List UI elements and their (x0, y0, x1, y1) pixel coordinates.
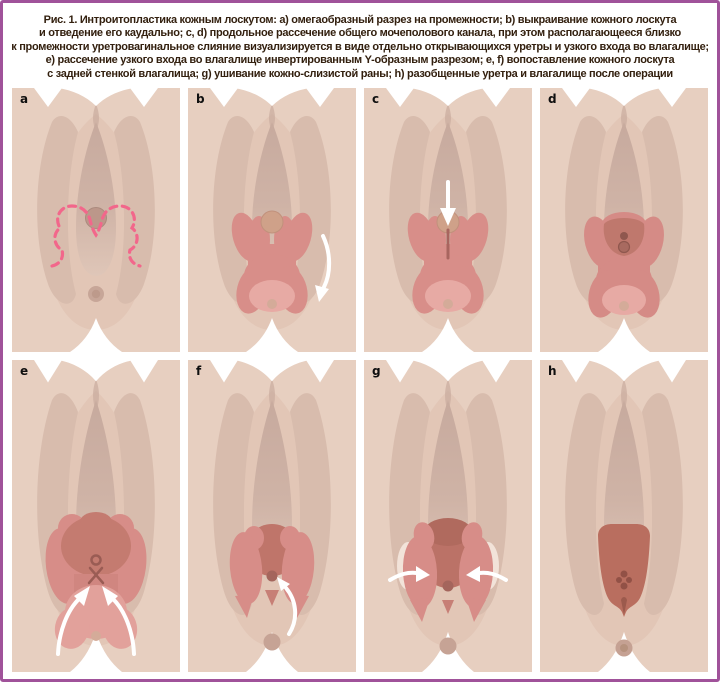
caption-line: e) рассечение узкого входа во влагалище инвертированным Y-образным разрезом; e, f) вопоставление кожного лоскута (45, 54, 675, 67)
panel-e-illustration (12, 360, 180, 672)
panel-label-f: f (196, 364, 202, 379)
panel-grid (10, 88, 710, 672)
panel-label-c: c (372, 92, 380, 107)
panel-b (188, 88, 356, 352)
panel-e (12, 360, 180, 672)
panel-label-g: g (372, 364, 381, 379)
panel-a (12, 88, 180, 352)
anus (267, 299, 277, 309)
anus (91, 631, 101, 641)
caption-line: Рис. 1. Интроитопластика кожным лоскутом: a) омегаобразный разрез на промежности; b) выкраивание кожного лоскута (43, 14, 677, 26)
panel-label-e: e (20, 364, 29, 379)
figure-caption (10, 14, 710, 81)
panel-f-illustration (188, 360, 356, 672)
panel-c-illustration (364, 88, 532, 352)
perineum-base (540, 360, 708, 672)
panel-c (364, 88, 532, 352)
urethral-opening (261, 211, 283, 233)
vaginal-opening (619, 242, 630, 253)
urethra-opening (620, 232, 628, 240)
panel-h-illustration (540, 360, 708, 672)
panel-a-illustration (12, 88, 180, 352)
vaginal-opening (267, 571, 278, 582)
panel-label-d: d (548, 92, 557, 107)
caption-line: и отведение его каудально; c, d) продольное рассечение общего мочеполового канала, при этом располагающееся близко (39, 27, 681, 40)
perineum-base (188, 360, 356, 672)
perineum-base (364, 360, 532, 672)
anus (619, 301, 629, 311)
caption-line: с задней стенкой влагалища; g) ушивание кожно-слизистой раны; h) разобщенные уретра и влагалище после операции (47, 67, 673, 80)
panel-label-h: h (548, 364, 557, 379)
panel-label-a: a (20, 92, 29, 107)
caption-line: к промежности уретровагинальное слияние визуализируется в виде отдельно открывающихся уретры и узкого входа во влагалище; (11, 40, 709, 53)
vaginal-opening (443, 581, 454, 592)
panel-f (188, 360, 356, 672)
panel-g (364, 360, 532, 672)
anus (443, 299, 453, 309)
panel-d-illustration (540, 88, 708, 352)
anus (440, 638, 457, 655)
panel-h (540, 360, 708, 672)
panel-label-b: b (196, 92, 205, 107)
panel-d (540, 88, 708, 352)
anus (264, 634, 281, 651)
panel-g-illustration (364, 360, 532, 672)
panel-b-illustration (188, 88, 356, 352)
